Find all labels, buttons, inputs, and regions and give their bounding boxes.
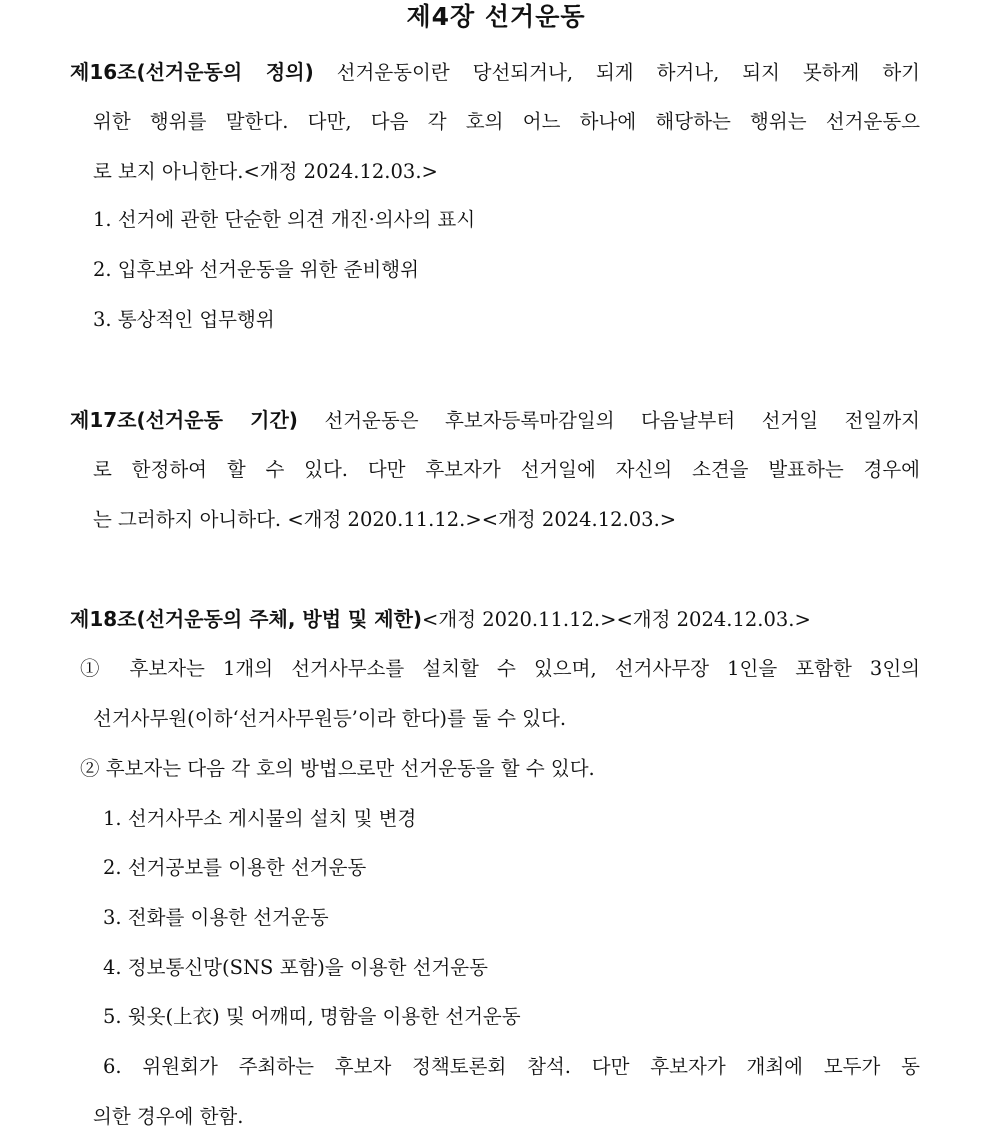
article-17-text-2: 로 한정하여 할 수 있다. 다만 후보자가 선거일에 자신의 소견을 발표하는 경우에 (93, 458, 920, 481)
chapter-title: 제4장 선거운동 (406, 2, 586, 31)
article-17-text-3: 는 그러하지 아니하다. <개정 2020.11.12.><개정 2024.12.03.> (93, 508, 677, 531)
article-16-text-2: 위한 행위를 말한다. 다만, 다음 각 호의 어느 하나에 해당하는 행위는 선거운동으 (93, 110, 920, 133)
article-16-item-3: 3. 통상적인 업무행위 (93, 308, 275, 331)
article-16-item-2: 2. 입후보와 선거운동을 위한 준비행위 (93, 258, 419, 281)
article-18-item-5: 5. 윗옷(上衣) 및 어깨띠, 명함을 이용한 선거운동 (103, 1005, 521, 1028)
article-18-item-1: 1. 선거사무소 게시물의 설치 및 변경 (103, 807, 417, 830)
article-18-item-6-line-1: 6. 위원회가 주최하는 후보자 정책토론회 참석. 다만 후보자가 개최에 모두가 동 (103, 1055, 920, 1078)
article-18-item-3: 3. 전화를 이용한 선거운동 (103, 906, 329, 929)
article-17-title: 제17조(선거운동 기간) (70, 408, 298, 432)
article-18-para-1-line-2: 선거사무원(이하‘선거사무원등’이라 한다)를 둘 수 있다. (93, 707, 567, 730)
article-18-para-1-line-1: ① 후보자는 1개의 선거사무소를 설치할 수 있으며, 선거사무장 1인을 포함한 3인의 (80, 657, 920, 680)
article-16-title: 제16조(선거운동의 정의) (70, 60, 314, 84)
article-16-first-line (70, 58, 920, 87)
article-18-item-2: 2. 선거공보를 이용한 선거운동 (103, 856, 367, 879)
article-16-text-1: 선거운동이란 당선되거나, 되게 하거나, 되지 못하게 하기 (336, 61, 920, 84)
article-17-first-line (70, 406, 920, 435)
article-18-item-4: 4. 정보통신망(SNS 포함)을 이용한 선거운동 (103, 956, 488, 979)
article-16-text-3: 로 보지 아니한다.<개정 2024.12.03.> (93, 160, 438, 183)
article-18-heading-line (70, 605, 811, 634)
article-18-para-2: ② 후보자는 다음 각 호의 방법으로만 선거운동을 할 수 있다. (80, 757, 595, 780)
article-16-item-1: 1. 선거에 관한 단순한 의견 개진·의사의 표시 (93, 208, 476, 231)
article-18-amend: <개정 2020.11.12.><개정 2024.12.03.> (422, 608, 811, 631)
article-18-title: 제18조(선거운동의 주체, 방법 및 제한) (70, 607, 423, 631)
article-17-text-1: 선거운동은 후보자등록마감일의 다음날부터 선거일 전일까지 (324, 409, 920, 432)
article-18-item-6-line-2: 의한 경우에 한함. (93, 1105, 244, 1128)
